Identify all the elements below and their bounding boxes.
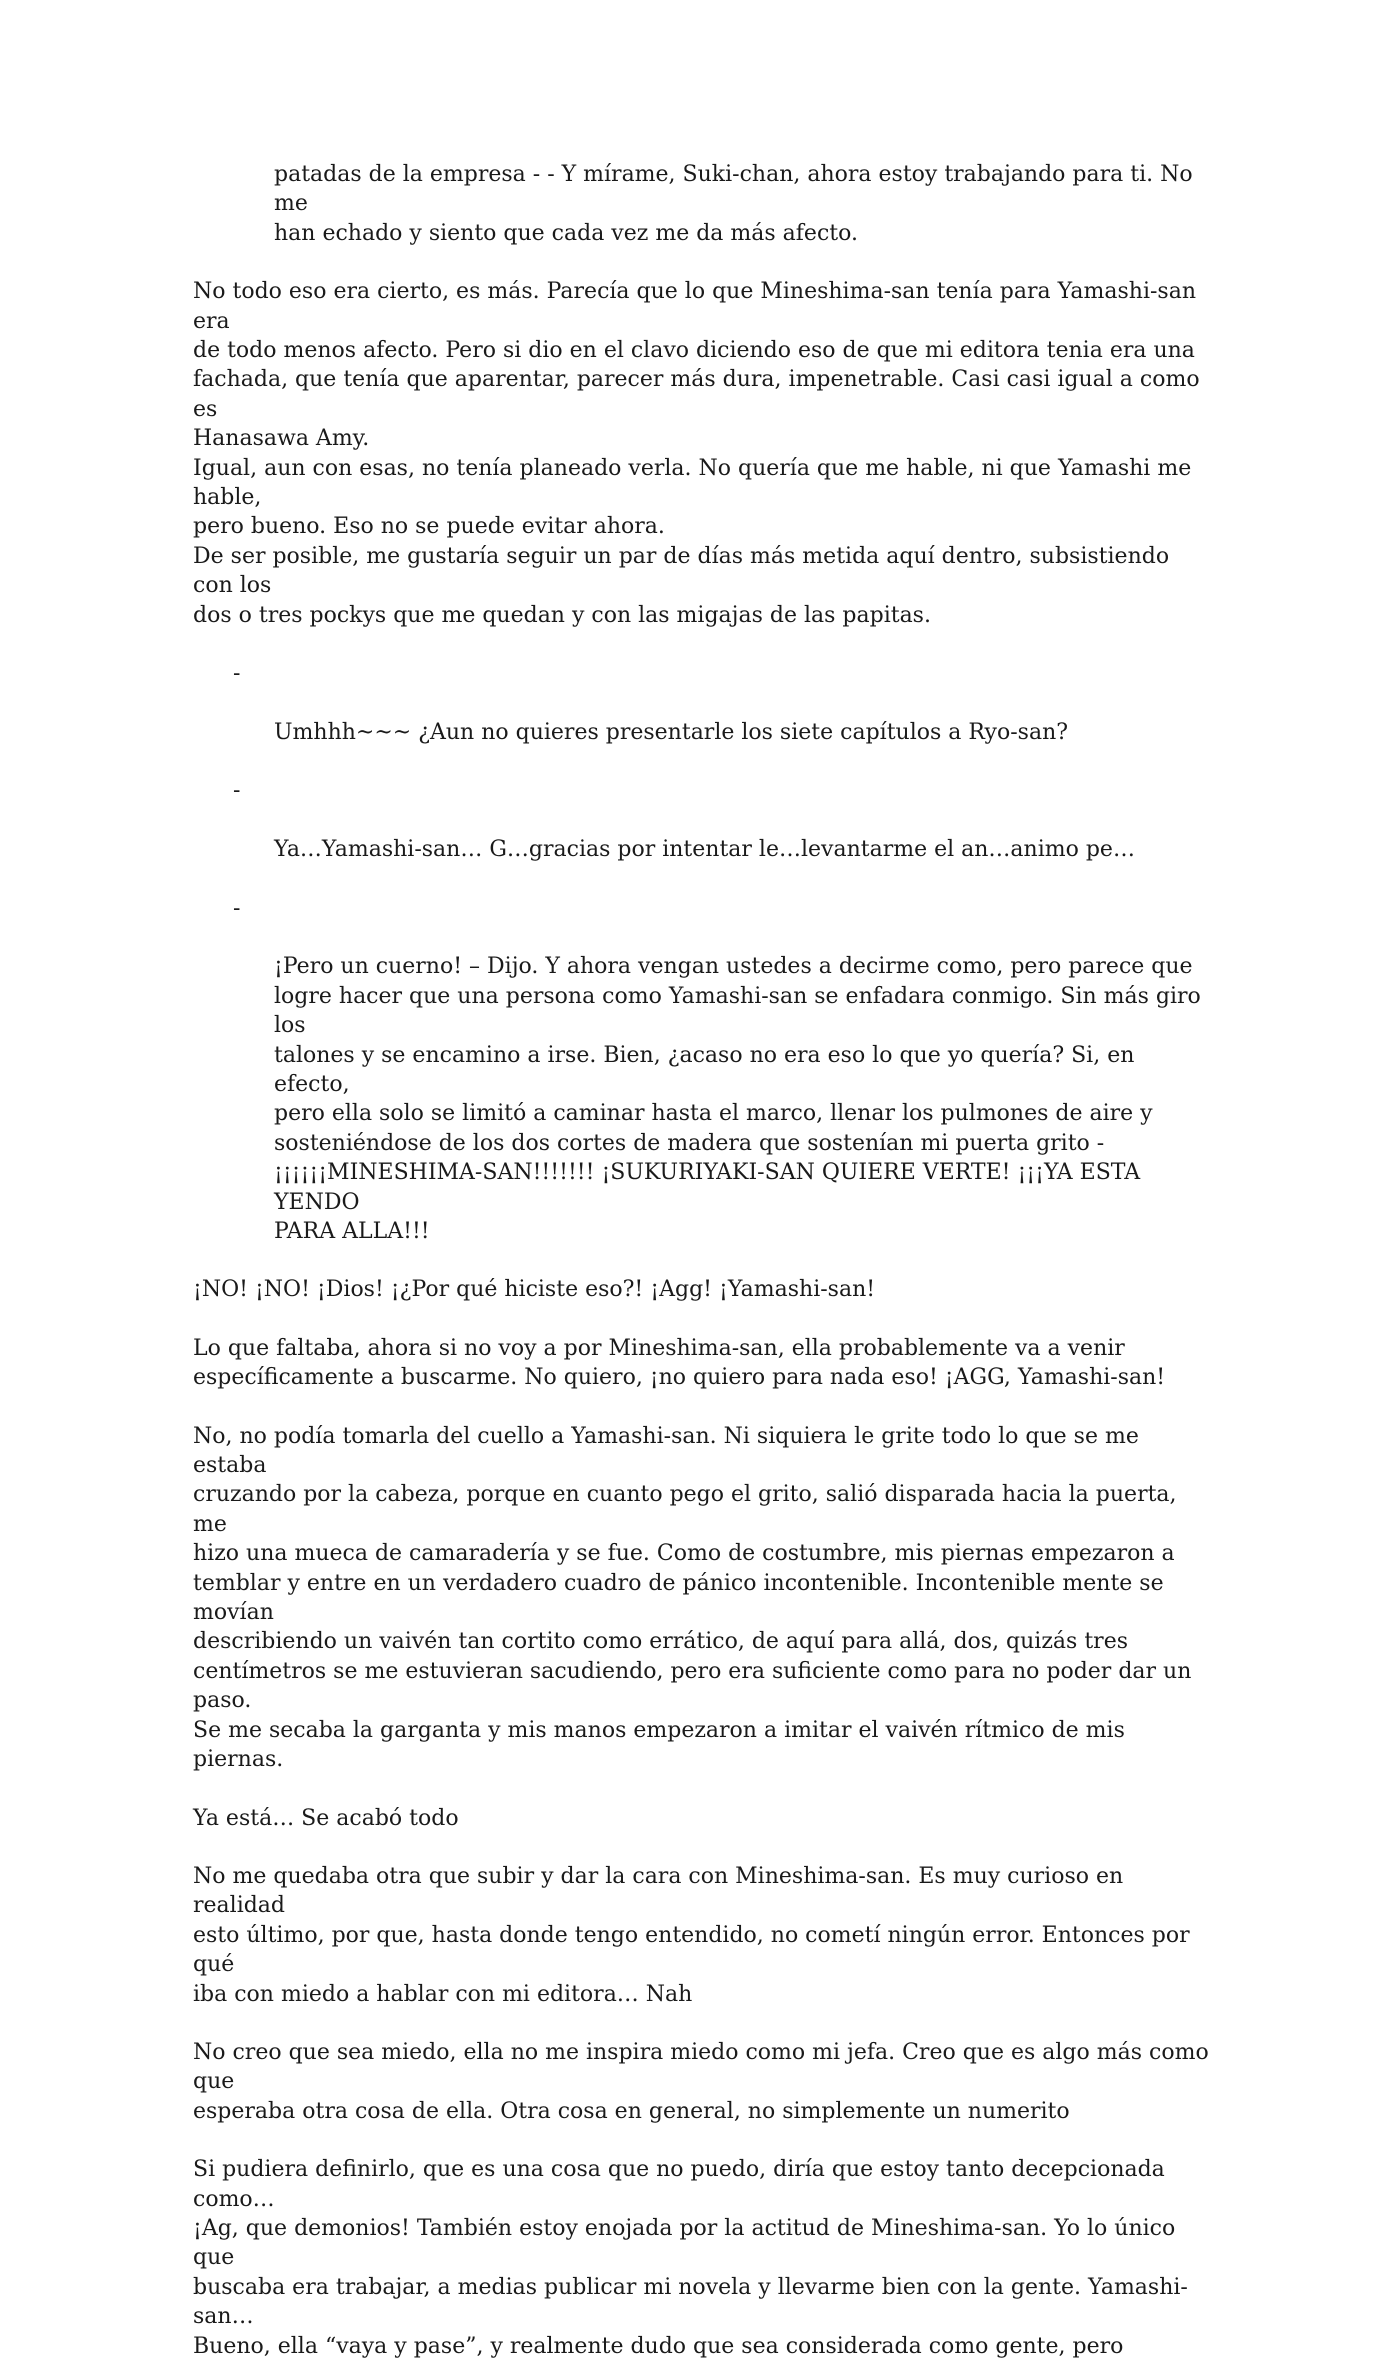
paragraph-5: Lo que faltaba, ahora si no voy a por Mineshima-san, ella probablemente va a venir específicamente a buscarme. No quiero, ¡no quiero para nada eso! ¡AGG, Yamashi-san! — [193, 1335, 1166, 1391]
dialogue-item-2 — [193, 776, 1213, 864]
dialogue-text: Umhhh~~~ ¿Aun no quieres presentarle los siete capítulos a Ryo-san? — [274, 719, 1069, 745]
paragraph-gap — [193, 1246, 1213, 1275]
paragraph-7: Ya está… Se acabó todo — [193, 1805, 459, 1831]
paragraph-4: ¡NO! ¡NO! ¡Dios! ¡¿Por qué hiciste eso?! ¡Agg! ¡Yamashi-san! — [193, 1277, 876, 1303]
document-body — [193, 160, 1213, 2361]
paragraph-6: No, no podía tomarla del cuello a Yamashi-san. Ni siquiera le grite todo lo que se me estaba cruzando por la cabeza, porque en cuanto pego el grito, salió disparada hacia la puerta, me hizo una mueca de camaradería y se fue. Como de costumbre, mis piernas empezaron a temblar y entre en un verdadero cuadro de pánico incontenible. Incontenible mente se movían describiendo un vaivén tan cortito como errático, de aquí para allá, dos, quizás tres centímetros se me estuvieran sacudiendo, pero era suficiente como para no poder dar un paso. Se me secaba la garganta y mis manos empezaron a imitar el vaivén rítmico de mis piernas. — [193, 1423, 1192, 1773]
paragraph-gap — [193, 2009, 1213, 2038]
paragraph-gap — [193, 1305, 1213, 1334]
paragraph-gap — [193, 747, 1213, 776]
paragraph-1: No todo eso era cierto, es más. Parecía que lo que Mineshima-san tenía para Yamashi-san era de todo menos afecto. Pero si dio en el clavo diciendo eso de que mi editora tenia era una fachada, que tenía que aparentar, parecer más dura, impenetrable. Casi casi igual a como es Hanasawa Amy. — [193, 279, 1200, 452]
paragraph-gap — [193, 1833, 1213, 1862]
dash-bullet: - — [233, 661, 241, 687]
paragraph-gap — [193, 2126, 1213, 2155]
dash-bullet: - — [233, 778, 241, 804]
paragraph-8: No me quedaba otra que subir y dar la cara con Mineshima-san. Es muy curioso en realidad esto último, por que, hasta donde tengo entendido, no cometí ningún error. Entonces por qué iba con miedo a hablar con mi editora… Nah — [193, 1863, 1190, 2007]
paragraph-gap — [193, 865, 1213, 894]
dialogue-text: Ya…Yamashi-san… G…gracias por intentar le…levantarme el an…animo pe… — [274, 837, 1135, 863]
dash-bullet: - — [233, 895, 241, 921]
continuation-paragraph: patadas de la empresa - - Y mírame, Suki-chan, ahora estoy trabajando para ti. No me han echado y siento que cada vez me da más afecto. — [274, 162, 1193, 246]
paragraph-gap — [193, 1775, 1213, 1804]
paragraph-10: Si pudiera definirlo, que es una cosa que no puedo, diría que estoy tanto decepcionada como… ¡Ag, que demonios! También estoy enojada por la actitud de Mineshima-san. Yo lo único que buscaba era trabajar, a medias publicar mi novela y llevarme bien con la gente. Yamashi-san… Bueno, ella “vaya y pase”, y realmente dudo que sea considerada como gente, pero — [193, 2157, 1188, 2359]
paragraph-gap — [193, 630, 1213, 659]
dialogue-item-3 — [193, 894, 1213, 1247]
paragraph-9: No creo que sea miedo, ella no me inspira miedo como mi jefa. Creo que es algo más como que esperaba otra cosa de ella. Otra cosa en general, no simplemente un numerito — [193, 2039, 1209, 2124]
paragraph-gap — [193, 1393, 1213, 1422]
dialogue-text: ¡Pero un cuerno! – Dijo. Y ahora vengan ustedes a decirme como, pero parece que logre hacer que una persona como Yamashi-san se enfadara conmigo. Sin más giro los talones y se encamino a irse. Bien, ¿acaso no era eso lo que yo quería? Si, en efecto, pero ella solo se limitó a caminar hasta el marco, llenar los pulmones de aire y sosteniéndose de los dos cortes de madera que sostenían mi puerta grito - ¡¡¡¡¡¡MINESHIMA-SAN!!!!!!! ¡SUKURIYAKI-SAN QUIERE VERTE! ¡¡¡YA ESTA YENDO PARA ALLA!!! — [274, 954, 1201, 1244]
dialogue-item-1 — [193, 659, 1213, 747]
paragraph-2: Igual, aun con esas, no tenía planeado verla. No quería que me hable, ni que Yamashi me hable, pero bueno. Eso no se puede evitar ahora. — [193, 455, 1192, 540]
paragraph-gap — [193, 248, 1213, 277]
paragraph-3: De ser posible, me gustaría seguir un par de días más metida aquí dentro, subsistiendo con los dos o tres pockys que me quedan y con las migajas de las papitas. — [193, 543, 1170, 628]
